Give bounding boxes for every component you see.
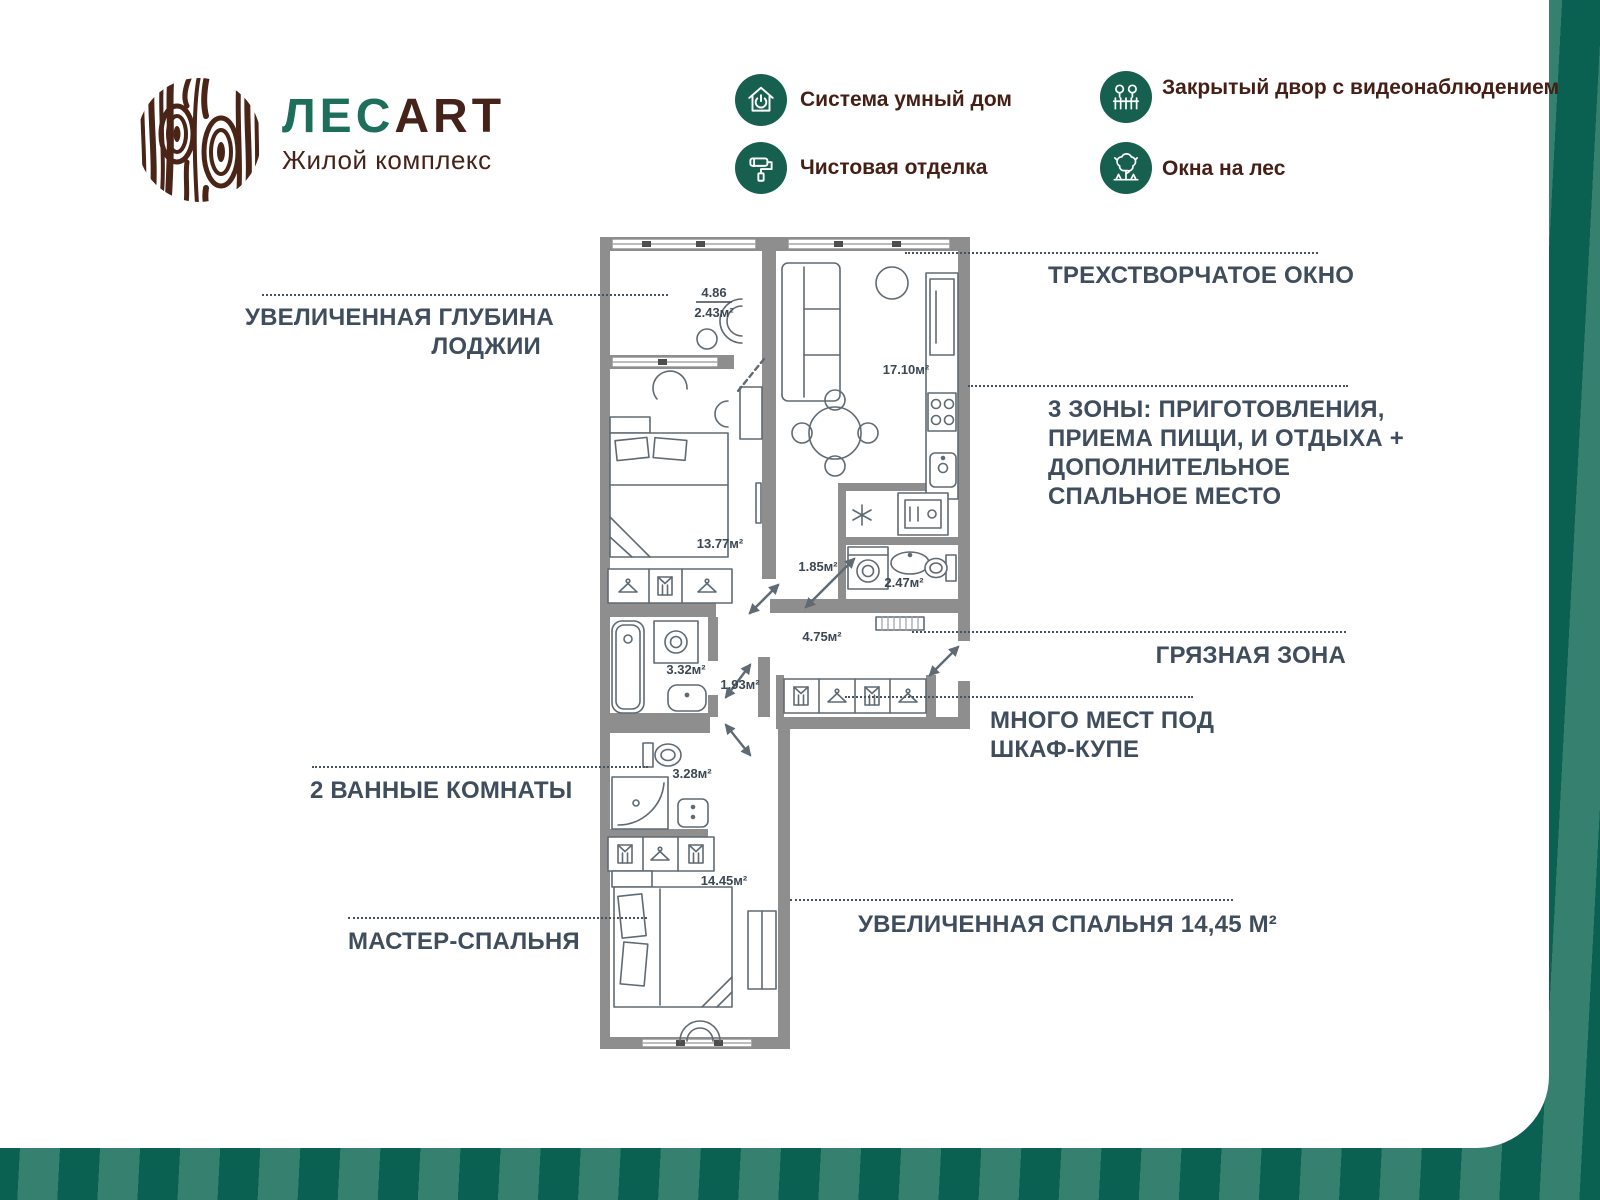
callout-zones: 3 ЗОНЫ: ПРИГОТОВЛЕНИЯ, ПРИЕМА ПИЩИ, И ОТДЫХА + ДОПОЛНИТЕЛЬНОЕ СПАЛЬНОЕ МЕСТО xyxy=(1048,396,1404,510)
label-corridor: 1.93м² xyxy=(720,677,760,692)
leader-big-bedroom xyxy=(790,899,1233,901)
label-loggia-half: 2.43м² xyxy=(694,305,734,320)
brand-subtitle: Жилой комплекс xyxy=(282,145,492,175)
label-wc: 2.47м² xyxy=(884,575,924,590)
laundry-niche-furniture xyxy=(853,493,948,535)
kitchen-living-furniture xyxy=(782,263,958,499)
brand-name-les: ЛЕС xyxy=(282,90,395,143)
lesart-wood-logo-icon xyxy=(135,76,263,204)
callout-master: МАСТЕР-СПАЛЬНЯ xyxy=(348,928,580,955)
wood-knot-right xyxy=(204,118,238,186)
wood-knot-left xyxy=(161,106,193,162)
leader-loggia xyxy=(262,294,668,296)
leader-window xyxy=(905,252,1318,254)
label-hall: 4.75м² xyxy=(802,629,842,644)
bedroom-furniture xyxy=(610,371,762,557)
feature-forest-windows-label: Окна на лес xyxy=(1162,157,1286,180)
feature-smart-home-label: Система умный дом xyxy=(800,88,1012,111)
smart-home-icon xyxy=(735,74,787,126)
label-bedroom: 13.77м² xyxy=(696,536,744,551)
leader-zones xyxy=(968,385,1348,387)
closed-yard-icon xyxy=(1100,71,1152,123)
forest-icon xyxy=(1100,142,1152,194)
callout-loggia: УВЕЛИЧЕННАЯ ГЛУБИНА ЛОДЖИИ xyxy=(245,304,554,360)
feature-finishing-label: Чистовая отделка xyxy=(800,156,988,179)
callout-dirty-zone: ГРЯЗНАЯ ЗОНА xyxy=(1155,642,1346,669)
label-loggia-total: 4.86 xyxy=(701,285,727,300)
label-master-bedroom: 14.45м² xyxy=(700,873,748,888)
paint-roller-icon xyxy=(735,142,787,194)
label-shower-room: 3.28м² xyxy=(672,766,712,781)
master-bedroom-furniture xyxy=(612,871,776,1041)
leader-master xyxy=(348,917,647,919)
callout-window: ТРЕХСТВОРЧАТОЕ ОКНО xyxy=(1048,262,1355,289)
wardrobe-row-3 xyxy=(608,837,714,871)
brand-block xyxy=(282,92,505,176)
label-kitchen: 17.10м² xyxy=(882,362,930,377)
shower-room-furniture xyxy=(612,743,708,829)
brand-name-art: ART xyxy=(394,90,506,143)
wardrobe-row-1 xyxy=(608,569,732,603)
callout-bathrooms: 2 ВАННЫЕ КОМНАТЫ xyxy=(310,777,573,804)
callout-wardrobe: МНОГО МЕСТ ПОД ШКАФ-КУПЕ xyxy=(990,707,1215,763)
brand-name xyxy=(282,92,505,142)
label-bathroom: 3.32м² xyxy=(666,662,706,677)
label-laundry: 1.85м² xyxy=(798,559,838,574)
leader-wardrobe xyxy=(845,696,1193,698)
feature-closed-yard-label: Закрытый двор с видеонаблюдением xyxy=(1162,76,1560,99)
leader-bathrooms xyxy=(312,766,648,768)
leader-dirty-zone xyxy=(912,631,1346,633)
callout-big-bedroom: УВЕЛИЧЕННАЯ СПАЛЬНЯ 14,45 М² xyxy=(858,911,1278,938)
